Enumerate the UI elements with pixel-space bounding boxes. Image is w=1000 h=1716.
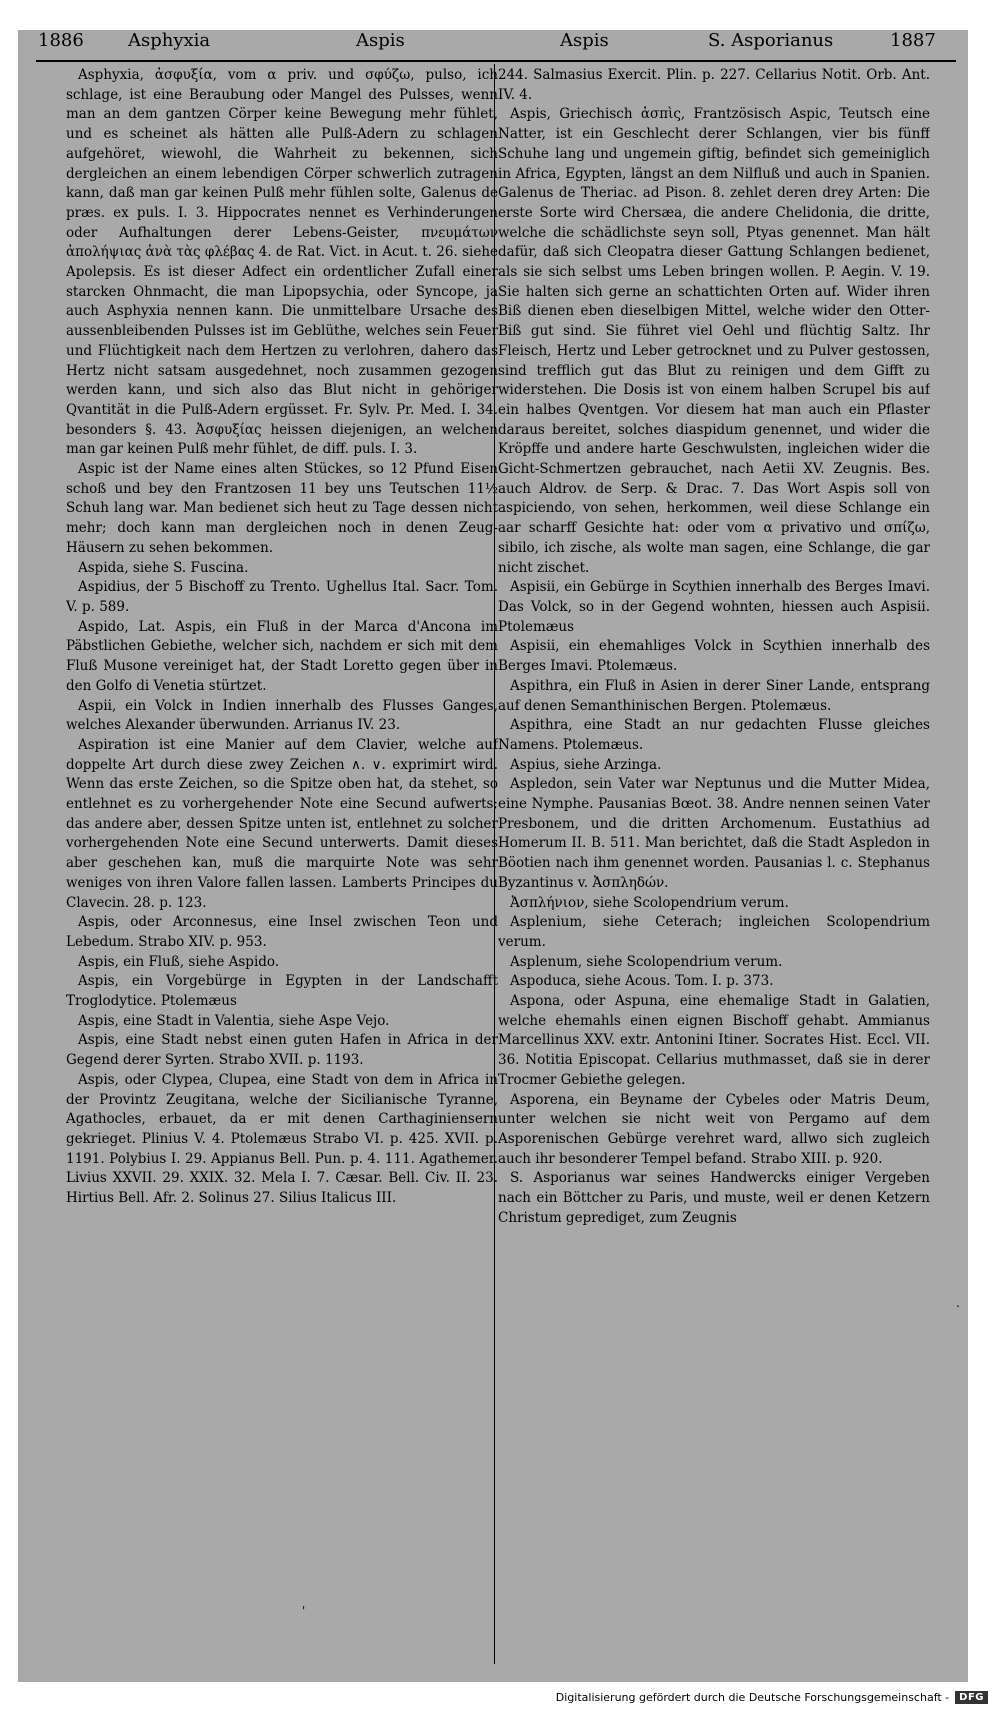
running-head-center-left: Aspis	[356, 30, 405, 51]
entry-s-asporianus: S. Asporianus war seines Handwercks einiger Vergeben nach ein Böttcher zu Paris, und muste, weil er denen Ketzern Christum geprediget, zum Zeugnis	[498, 1170, 930, 1226]
entry-aspisii-gebuerge: Aspisii, ein Gebürge in Scythien innerhalb des Berges Imavi. Das Volck, so in der Gegend wohnten, hiessen auch Aspisii. Ptolemæus	[498, 579, 930, 635]
entry-aspido: Aspido, Lat. Aspis, ein Fluß in der Marca d'Ancona im Päbstlichen Gebiethe, welcher sich, nachdem er sich mit dem Fluß Musone vereiniget hat, der Stadt Loretto gegen über in den Golfo di Venetia stürtzet.	[66, 618, 498, 694]
header-rule	[36, 60, 956, 62]
entry-asplenium: Asplenium, siehe Ceterach; ingleichen Scolopendrium verum.	[498, 914, 930, 950]
entry-aspis-schlange: Aspis, Griechisch ἀσπὶς, Frantzösisch Aspic, Teutsch eine Natter, ist ein Geschlecht derer Schlangen, vier bis fünff Schuhe lang und ungemein giftig, befindet sich gemeiniglich in Africa, Egypten, längst an dem Nilfluß und auch in Spanien. Galenus de Theriac. ad Pison. 8. zehlet deren drey Arten: Die erste Sorte wird Chersæa, die andere Chelidonia, die dritte, welche die schädlichste seyn soll, Ptyas genennet. Man hält dafür, daß sich Cleopatra dieser Gattung Schlangen bedienet, als sie sich selbst ums Leben bringen wollen. P. Aegin. V. 19. Sie halten sich gerne an schattichten Orten auf. Wider ihren Biß dienen eben dieselbigen Mittel, welche wider den Otter-Biß gut sind. Sie führet viel Oehl und flüchtig Saltz. Ihr Fleisch, Hertz und Leber getrocknet und zu Pulver gestossen, sind trefflich gut das Blut zu reinigen und dem Gifft zu widerstehen. Die Dosis ist von einem halben Scrupel bis auf ein halbes Qventgen. Vor diesem hat man auch ein Pflaster daraus bereitet, solches diaspidum genennet, und wider die Kröpffe und andere harte Geschwulsten, ingleichen wider die Gicht-Schmertzen gebrauchet, nach Aetii XV. Zeugnis. Bes. auch Aldrov. de Serp. & Drac. 7. Das Wort Aspis soll von aspiciendo, von sehen, herkommen, weil diese Schlange ein aar scharff Gesichte hat: oder vom α privativo und σπίζω, sibilo, ich zische, als wolte man sagen, eine Schlange, die gar nicht zischet.	[498, 106, 930, 576]
stray-dot: .	[956, 1296, 960, 1310]
entry-aspledon: Aspledon, sein Vater war Neptunus und die Mutter Midea, eine Nymphe. Pausanias Bœot. 38. Andre nennen seinen Vater Presbonem, und die dritten Archomenum. Eustathius ad Homerum II. B. 511. Man berichtet, daß die Stadt Aspledon in Böotien nach ihm genennet worden. Pausanias l. c. Stephanus Byzantinus v. Ἀσπληδών.	[498, 776, 930, 891]
entry-aspis-fluss: Aspis, ein Fluß, siehe Aspido.	[78, 953, 280, 970]
running-head-right: S. Asporianus	[708, 30, 834, 51]
page-number-left: 1886	[38, 30, 84, 51]
entry-aspis-insel: Aspis, oder Arconnesus, eine Insel zwischen Teon und Lebedum. Strabo XIV. p. 953.	[66, 914, 498, 950]
entry-asplenion-greek: Ἀσπλήνιον, siehe Scolopendrium verum.	[510, 894, 789, 911]
entry-aspis-vorgebuerge: Aspis, ein Vorgebürge in Egypten in der Landschafft Troglodytice. Ptolemæus	[66, 973, 498, 1010]
entry-aspoduca: Aspoduca, siehe Acous. Tom. I. p. 373.	[510, 973, 774, 990]
entry-aspiration: Aspiration ist eine Manier auf dem Clavier, welche auf doppelte Art durch diese zwey Zeichen ∧. ∨. exprimirt wird. Wenn das erste Zeichen, so die Spitze oben hat, da stehet, so entlehnet es zu vorhergehender Note eine Secund aufwerts; das andere aber, dessen Spitze unten ist, entlehnet zu solcher vorhergehenden Note eine Secund unterwerts. Damit dieses aber geschehen kan, muß die marquirte Note was sehr weniges von ihren Valore fallen lassen. Lamberts Principes du Clavecin. 28. p. 123.	[66, 736, 498, 911]
right-column	[498, 66, 930, 1666]
entry-continuation: 244. Salmasius Exercit. Plin. p. 227. Cellarius Notit. Orb. Ant. IV. 4.	[498, 67, 930, 103]
entry-asphyxia: Asphyxia, ἀσφυξία, vom α priv. und σφύζω, pulso, ich schlage, ist eine Beraubung oder Mangel des Pulsses, wenn man an dem gantzen Cörper keine Bewegung mehr fühlet, und es scheinet als hätten alle Pulß-Adern zu schlagen aufgehöret, wiewohl, die Wahrheit zu bekennen, sich dergleichen an einem lebendigen Cörper schwerlich zutragen kann, daß man gar keinen Pulß mehr fühlen solte, Galenus de præs. ex puls. I. 3. Hippocrates nennet es Verhinderungen oder Aufhaltungen derer Lebens-Geister, πνευμάτων ἀπολήψιας ἀνὰ τὰς φλέβας 4. de Rat. Vict. in Acut. t. 26. siehe Apolepsis. Es ist dieser Adfect ein ordentlicher Zufall einer starcken Ohnmacht, die man Lipopsychia, oder Syncope, ja auch Asphyxia nennen kann. Die unmittelbare Ursache des aussenbleibenden Pulsses ist im Geblüthe, welches sein Feuer und Flüchtigkeit nach dem Hertzen zu verlohren, dahero das Hertz nicht satsam ausgedehnet, noch zusammen gezogen werden kann, und sich also das Blut nicht in gehöriger Qvantität in die Pulß-Adern ergüsset. Fr. Sylv. Pr. Med. I. 34. besonders §. 43. Ἀσφυξίας heissen diejenigen, an welchen man gar keinen Pulß mehr fühlet, de diff. puls. I. 3.	[66, 67, 498, 458]
entry-aspis-africa: Aspis, eine Stadt nebst einen guten Hafen in Africa in der Gegend derer Syrten. Strabo XVII. p. 1193.	[66, 1032, 498, 1069]
entry-aspius: Aspius, siehe Arzinga.	[510, 756, 662, 773]
entry-asporena: Asporena, ein Beyname der Cybeles oder Matris Deum, unter welchen sie nicht weit von Pergamo auf dem Asporenischen Gebürge verehret ward, allwo sich zugleich auch ihr besonderer Tempel befand. Strabo XIII. p. 920.	[498, 1091, 930, 1167]
footer-credit: Digitalisierung gefördert durch die Deutsche Forschungsgemeinschaft -	[555, 1690, 950, 1704]
left-column	[66, 66, 498, 1666]
entry-aspida: Aspida, siehe S. Fuscina.	[78, 559, 249, 576]
entry-aspii: Aspii, ein Volck in Indien innerhalb des Flusses Ganges, welches Alexander überwunden. Arrianus IV. 23.	[66, 697, 498, 734]
entry-aspic: Aspic ist der Name eines alten Stückes, so 12 Pfund Eisen schoß und bey den Frantzosen 11 bey uns Teutschen 11½ Schuh lang war. Man bedienet sich heut zu Tage dessen nicht mehr; doch kann man dergleichen noch in denen Zeug-Häusern zu sehen bekommen.	[66, 461, 498, 556]
dfg-logo: DFG	[955, 1691, 988, 1704]
digitization-footer	[556, 1688, 988, 1706]
stray-mark: '	[302, 1604, 306, 1618]
entry-aspona: Aspona, oder Aspuna, eine ehemalige Stadt in Galatien, welche ehemahls einen eignen Bischoff gehabt. Ammianus Marcellinus XXV. extr. Antonini Itiner. Socrates Hist. Eccl. VII. 36. Notitia Episcopat. Cellarius muthmasset, daß sie in derer Trocmer Gebiethe gelegen.	[498, 993, 930, 1088]
entry-aspisii-volck: Aspisii, ein ehemahliges Volck in Scythien innerhalb des Berges Imavi. Ptolemæus.	[498, 638, 930, 675]
entry-aspis-valentia: Aspis, eine Stadt in Valentia, siehe Aspe Vejo.	[78, 1012, 390, 1029]
entry-aspidius: Aspidius, der 5 Bischoff zu Trento. Ughellus Ital. Sacr. Tom. V. p. 589.	[66, 579, 498, 615]
running-head-left: Asphyxia	[128, 30, 211, 51]
running-head-center-right: Aspis	[560, 30, 609, 51]
page-number-right: 1887	[890, 30, 936, 51]
entry-asplenum: Asplenum, siehe Scolopendrium verum.	[510, 953, 783, 970]
entry-aspithra-stadt: Aspithra, eine Stadt an nur gedachten Flusse gleiches Namens. Ptolemæus.	[498, 717, 930, 753]
entry-aspis-clypea: Aspis, oder Clypea, Clupea, eine Stadt von dem in Africa in der Provintz Zeugitana, welche der Sicilianische Tyranne, Agathocles, erbauet, da er mit denen Carthaginiensern gekrieget. Plinius V. 4. Ptolemæus Strabo VI. p. 425. XVII. p. 1191. Polybius I. 29. Appianus Bell. Pun. p. 4. 111. Agathemer. Livius XXVII. 29. XXIX. 32. Mela I. 7. Cæsar. Bell. Civ. II. 23. Hirtius Bell. Afr. 2. Solinus 27. Silius Italicus III.	[66, 1071, 498, 1207]
entry-aspithra-fluss: Aspithra, ein Fluß in Asien in derer Siner Lande, entsprang auf denen Semanthinischen Bergen. Ptolemæus.	[498, 677, 930, 714]
